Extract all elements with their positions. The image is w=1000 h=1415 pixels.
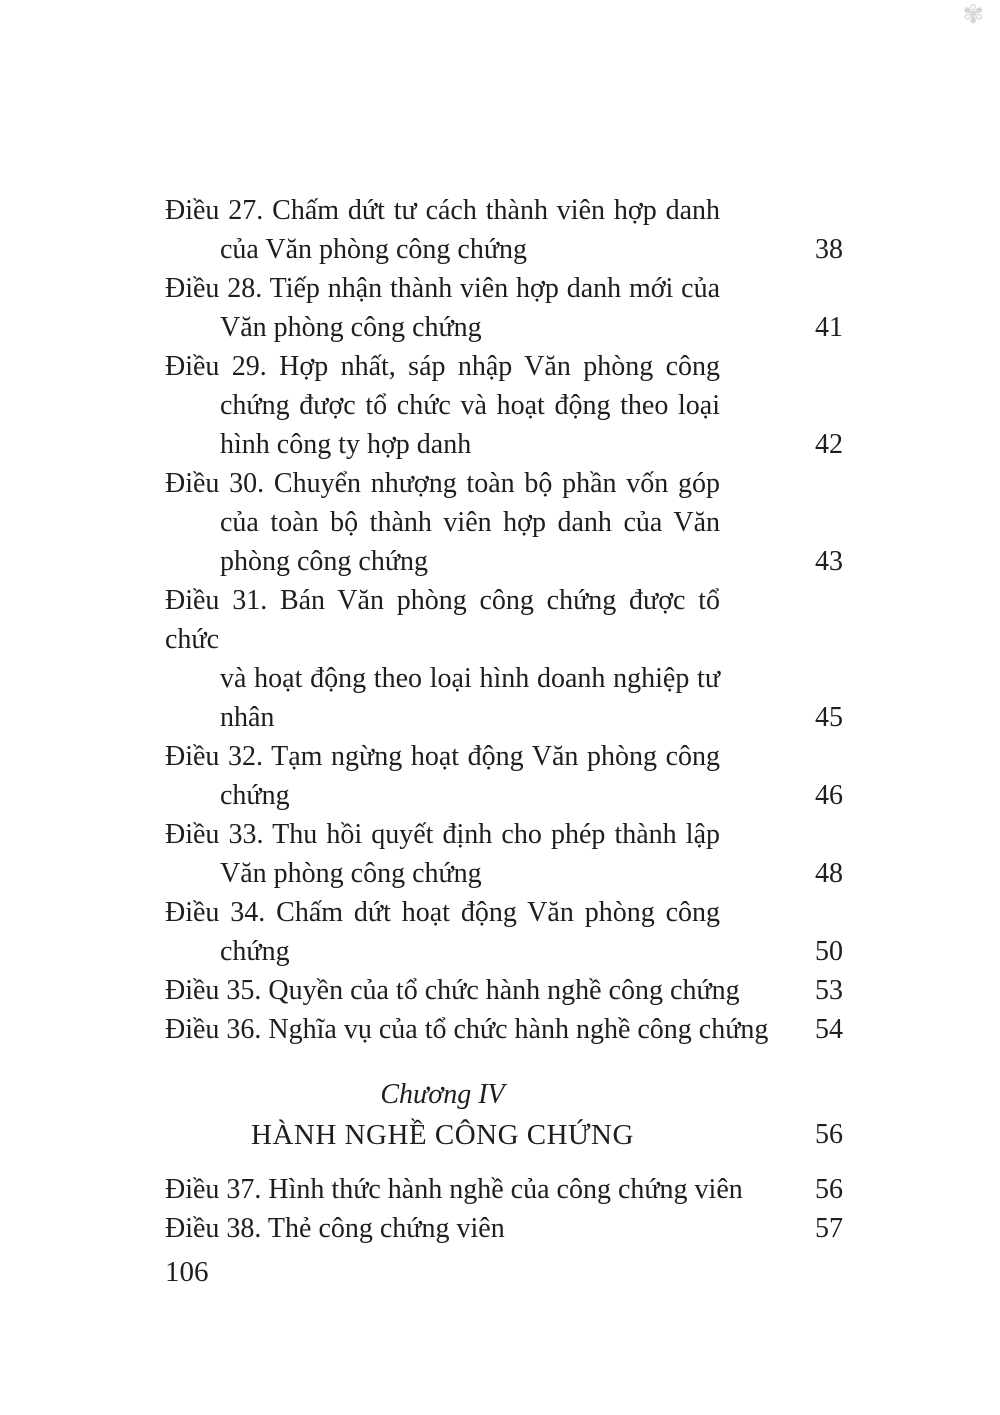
toc-entry-page-number: 42 xyxy=(815,429,843,460)
toc-entry-page-number: 43 xyxy=(815,546,843,577)
chapter-heading-text xyxy=(165,1075,720,1156)
toc-section-before-chapter xyxy=(165,191,843,1049)
toc-section-after-chapter xyxy=(165,1170,843,1248)
toc-entry-page-number: 46 xyxy=(815,780,843,811)
toc-entry-text xyxy=(165,1010,769,1049)
toc-entry-text xyxy=(165,893,720,971)
toc-entry-text xyxy=(165,815,720,893)
toc-entry-line: Điều 36. Nghĩa vụ của tổ chức hành nghề công chứng xyxy=(165,1014,769,1045)
toc-entry-page-number: 45 xyxy=(815,702,843,733)
toc-entry-line: của Văn phòng công chứng xyxy=(220,234,528,265)
toc-entry-page-number: 57 xyxy=(815,1213,843,1244)
toc-entry-line: Điều 27. Chấm dứt tư cách thành viên hợp danh xyxy=(165,195,720,226)
toc-entry xyxy=(165,893,843,971)
toc-entry-line: Điều 38. Thẻ công chứng viên xyxy=(165,1213,505,1244)
chapter-page-number: 56 xyxy=(815,1119,843,1150)
toc-entry xyxy=(165,815,843,893)
toc-entry-line: Điều 32. Tạm ngừng hoạt động Văn phòng công xyxy=(165,741,720,772)
toc-entry-page-number: 48 xyxy=(815,858,843,889)
toc-entry-line: Điều 35. Quyền của tổ chức hành nghề công chứng xyxy=(165,975,740,1006)
toc-entry-text xyxy=(165,347,720,464)
toc-entry-text xyxy=(165,737,720,815)
flower-asterisk-icon: ✾ xyxy=(962,0,984,30)
toc-entry xyxy=(165,464,843,581)
toc-entry-line: Điều 37. Hình thức hành nghề của công chứng viên xyxy=(165,1174,743,1205)
toc-entry-line: của toàn bộ thành viên hợp danh của Văn xyxy=(220,507,720,538)
toc-entry-page-number: 38 xyxy=(815,234,843,265)
toc-entry xyxy=(165,581,843,737)
toc-entry-page-number: 50 xyxy=(815,936,843,967)
toc-entry-line: hình công ty hợp danh xyxy=(220,429,472,460)
toc-entry xyxy=(165,1010,843,1049)
toc-entry-line: Điều 33. Thu hồi quyết định cho phép thành lập xyxy=(165,819,720,850)
chapter-title: HÀNH NGHỀ CÔNG CHỨNG xyxy=(251,1119,634,1151)
toc-entry xyxy=(165,1170,843,1209)
toc-entry xyxy=(165,737,843,815)
toc-entry-page-number: 56 xyxy=(815,1174,843,1205)
toc-entry xyxy=(165,1209,843,1248)
toc-entry-line: Điều 28. Tiếp nhận thành viên hợp danh mới của xyxy=(165,273,720,304)
chapter-number-label: Chương IV xyxy=(380,1079,505,1110)
toc-entry xyxy=(165,269,843,347)
toc-entry-line: và hoạt động theo loại hình doanh nghiệp tư xyxy=(220,663,720,694)
toc-entry-text xyxy=(165,464,720,581)
toc-entry-line: phòng công chứng xyxy=(220,546,429,577)
footer-page-number: 106 xyxy=(165,1256,209,1288)
toc-entry-page-number: 53 xyxy=(815,975,843,1006)
toc-entry-page-number: 54 xyxy=(815,1014,843,1045)
toc-entry xyxy=(165,347,843,464)
toc-entry xyxy=(165,971,843,1010)
toc-entry-text xyxy=(165,269,720,347)
toc-entry-line: Văn phòng công chứng xyxy=(220,312,482,343)
toc-entry xyxy=(165,191,843,269)
toc-entry-line: Điều 31. Bán Văn phòng công chứng được tổ chức xyxy=(165,585,720,655)
toc-entry-page-number: 41 xyxy=(815,312,843,343)
toc-entry-text xyxy=(165,581,720,737)
toc-entry-text xyxy=(165,1209,720,1248)
toc-entry-line: Điều 30. Chuyển nhượng toàn bộ phần vốn góp xyxy=(165,468,720,499)
toc-content xyxy=(165,191,843,1248)
toc-entry-text xyxy=(165,971,740,1010)
toc-entry-line: chứng xyxy=(220,780,290,811)
toc-entry-line: nhân xyxy=(220,702,275,733)
toc-entry-line: Điều 29. Hợp nhất, sáp nhập Văn phòng công xyxy=(165,351,720,382)
toc-entry-line: chứng được tổ chức và hoạt động theo loại xyxy=(220,390,720,421)
toc-entry-text xyxy=(165,191,720,269)
toc-entry-line: chứng xyxy=(220,936,290,967)
toc-entry-line: Văn phòng công chứng xyxy=(220,858,482,889)
toc-entry-text xyxy=(165,1170,743,1209)
toc-entry-line: Điều 34. Chấm dứt hoạt động Văn phòng công xyxy=(165,897,720,928)
chapter-heading-block xyxy=(165,1075,843,1156)
